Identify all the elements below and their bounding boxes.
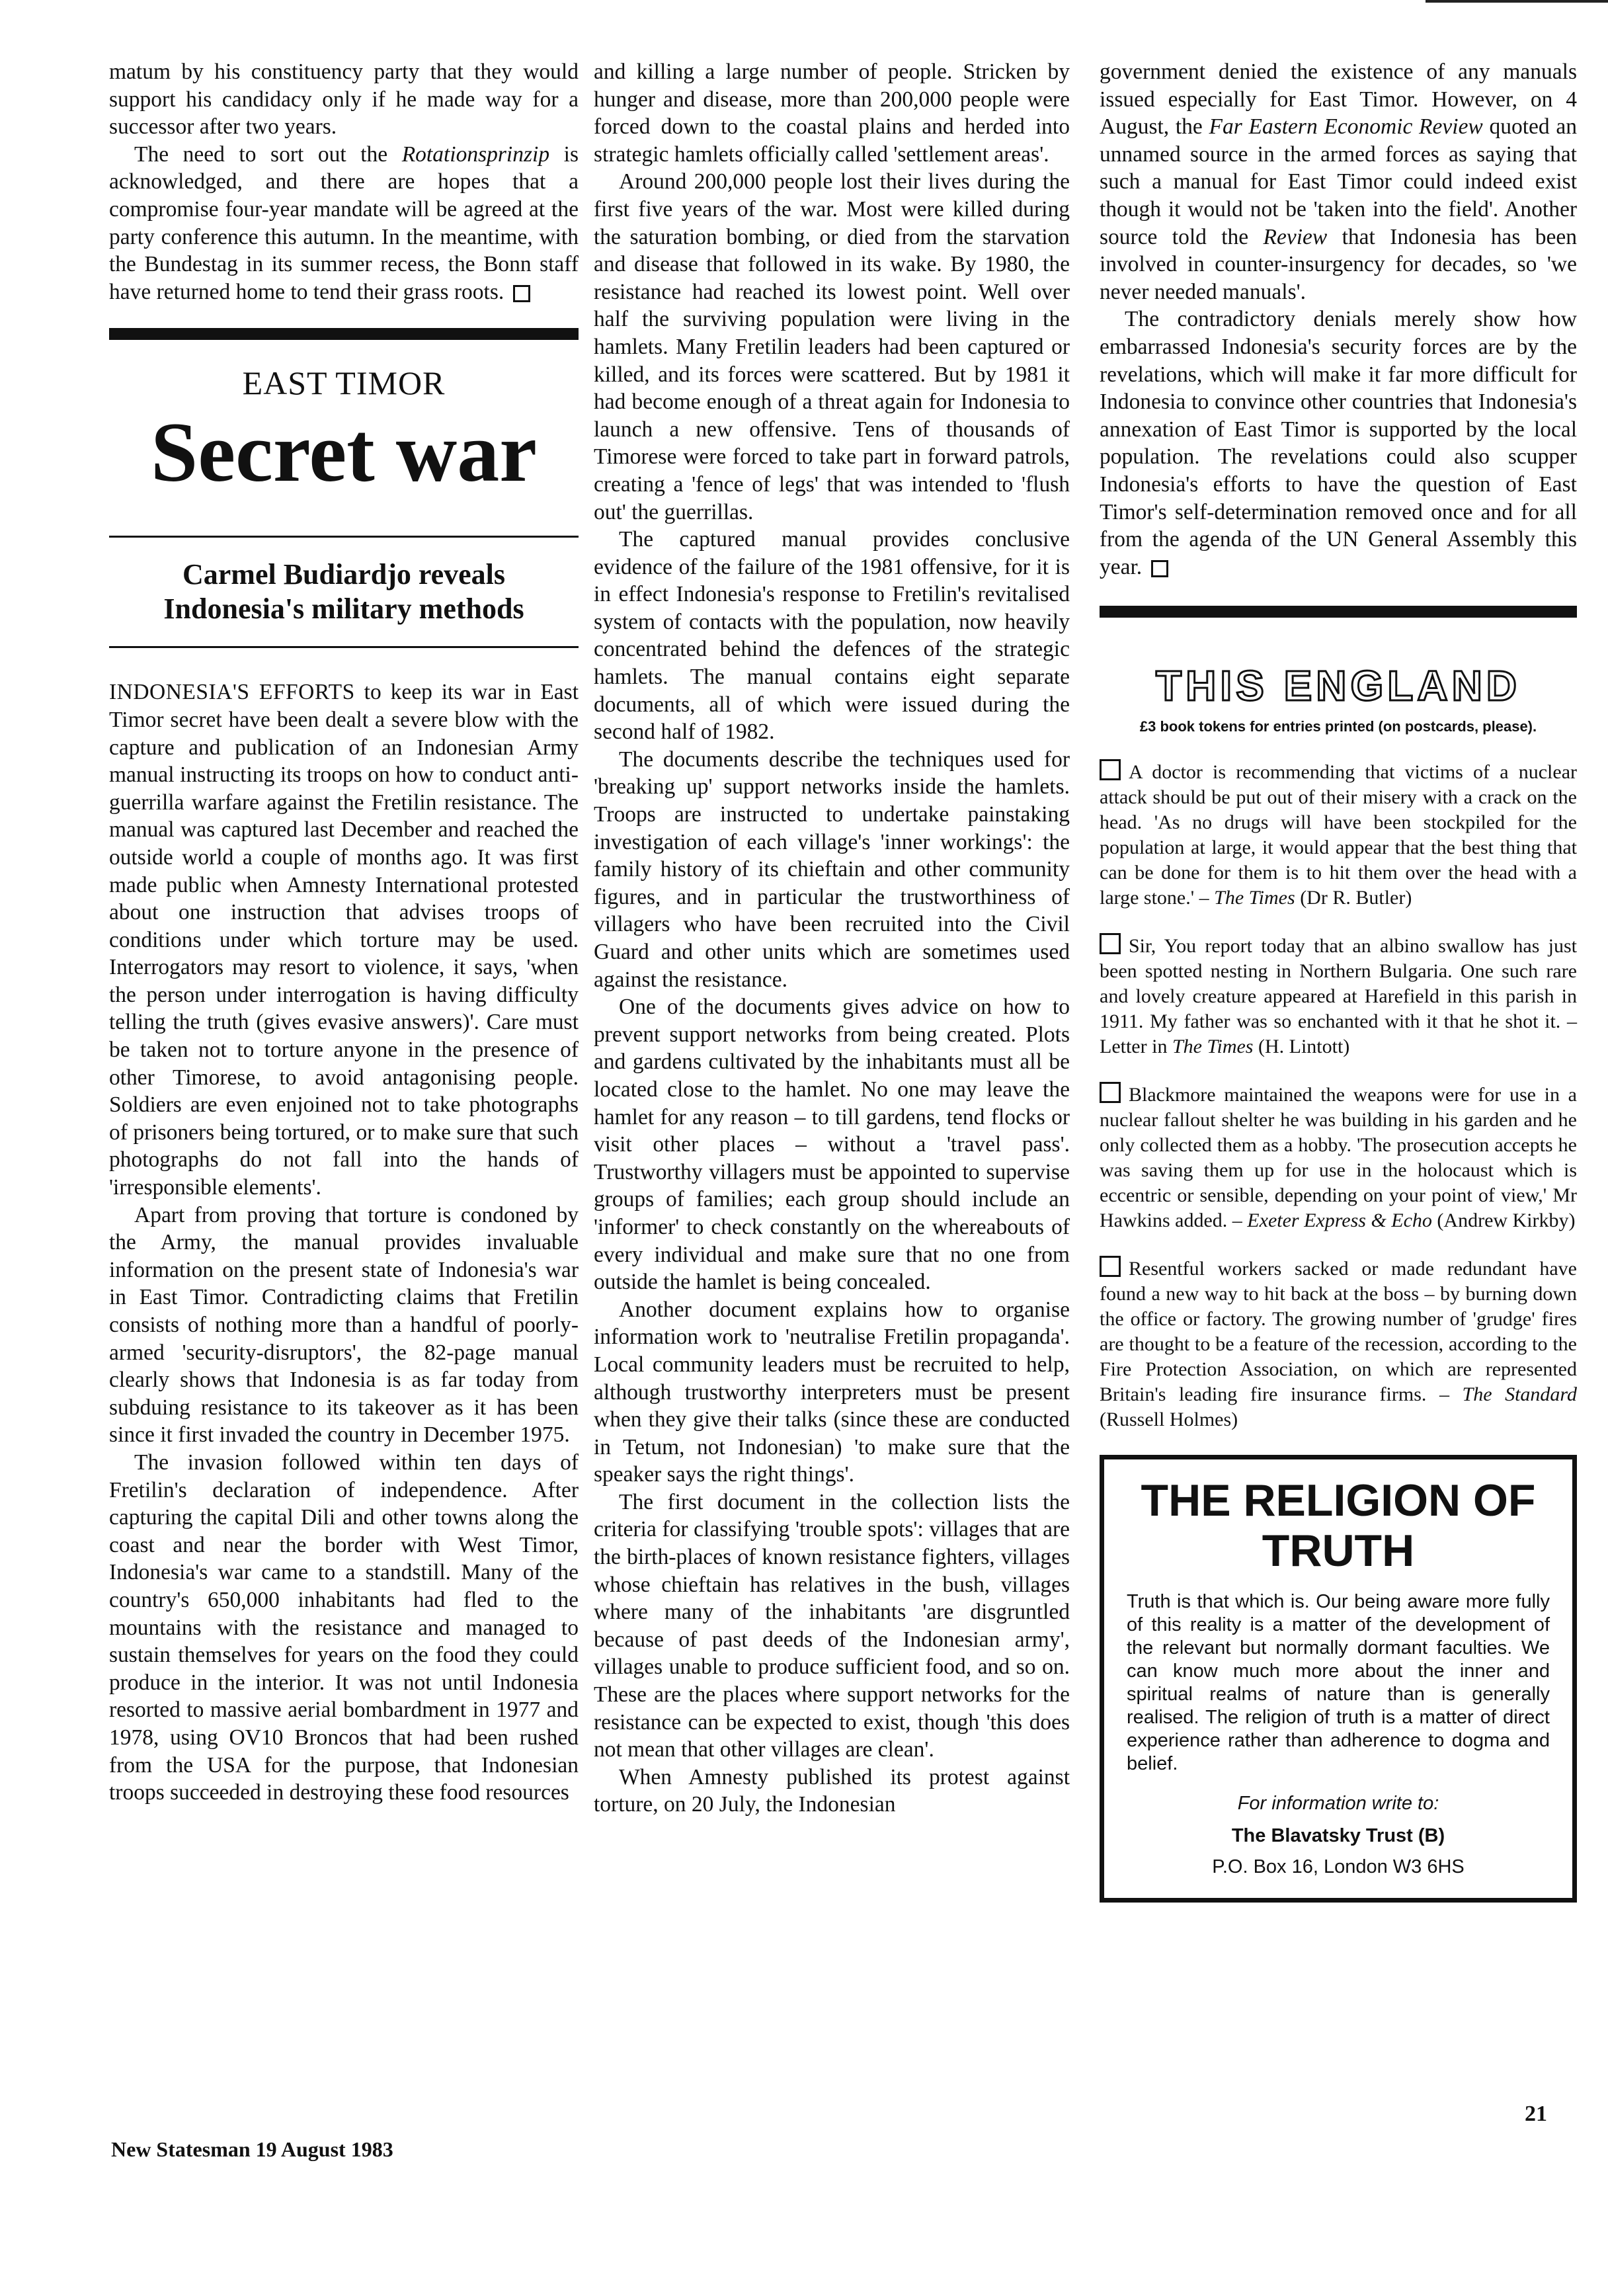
byline-rule-bottom xyxy=(109,646,579,648)
item-text: Sir, You report today that an albino swallow has just been spotted nesting in Northern Bulgaria. One such rare and lovely creature appeared at Harefield in this parish in 1911. My father was so enchanted with it that he shot it. – Letter in xyxy=(1100,935,1577,1058)
paragraph: Around 200,000 people lost their lives during the first five years of the war. Most were killed during the saturation bombing, or died from the starvation and disease that followed in its wake. By 1980, the resistance had reached its lowest point. Well over half the surviving population were living in the hamlets. Many Fretilin leaders had been captured or killed, and its forces were scattered. But by 1981 it had become enough of a threat again for Indonesia to launch a new offensive. Tens of thousands of Timorese were forced to take part in forward patrols, creating a 'fence of legs' that was intended to 'flush out' the guerrillas. xyxy=(594,169,1070,524)
lead-caps: INDONESIA'S EFFORTS xyxy=(109,680,355,705)
item-box-icon xyxy=(1100,759,1121,780)
end-of-article-box xyxy=(513,285,530,302)
advertisement-box xyxy=(1100,1455,1577,1903)
this-england-items xyxy=(1100,759,1577,1432)
item-text: A doctor is recommending that victims of a nuclear attack should be put out of their misery with a crack on the head. 'As no drugs will have been stockpiled for the population at large, it would appear that the best thing that can be done for them is to hit them over the head with a large stone.' – xyxy=(1100,761,1577,909)
this-england-item xyxy=(1100,1082,1577,1233)
top-edge-rule xyxy=(1426,0,1608,3)
item-source: The Standard xyxy=(1462,1383,1577,1406)
ad-body: Truth is that which is. Our being aware more fully of this reality is a matter of the development of the relevant but normally dormant faculties. We can know much more about the inner and spiritual realms of nature than is generally realised. The religion of truth is a matter of direct experience rather than adherence to dogma and belief. xyxy=(1127,1591,1550,1775)
italic-title: Review xyxy=(1263,224,1328,249)
ad-title: THE RELIGION OF TRUTH xyxy=(1141,1475,1536,1577)
continued-paragraph: matum by his constituency party that they would support his candidacy only if he made way for a successor after two years. xyxy=(109,60,579,140)
item-credit: (Andrew Kirkby) xyxy=(1431,1210,1576,1232)
section-rule xyxy=(109,328,579,340)
item-credit: (Dr R. Butler) xyxy=(1295,887,1412,909)
paragraph: The first document in the collection lists the criteria for classifying 'trouble spots': villages that are the birth-places of known resistance fighters, villages whose chieftain has relatives in the bush, villages where many of the inhabitants 'are disgruntled because of past deeds of the Indonesian army', villages unable to produce sufficient food, and so on. These are the places where support networks for the resistance can be expected to exist, though 'this does not mean that other villages are clean'. xyxy=(594,1489,1070,1762)
paragraph: Another document explains how to organise information work to 'neutralise Fretilin propaganda'. Local community leaders must be recruited to help, although trustworthy interpreters must be present when they give their talks (since these are conducted in Tetum, not Indonesian) 'to make sure that the speaker says the right things'. xyxy=(594,1297,1070,1487)
this-england-item xyxy=(1100,1256,1577,1432)
page-number: 21 xyxy=(1525,2102,1547,2126)
italic-title: Far Eastern Economic Review xyxy=(1209,114,1483,140)
text-run: that Indonesia has been involved in counter-insurgency for decades, so 'we never needed manuals'. xyxy=(1100,224,1577,304)
paragraph xyxy=(1100,306,1577,581)
text-run: to keep its war in East Timor secret have been dealt a severe blow with the capture and publication of an Indonesian Army manual instructing its troops on how to conduct anti-guerrilla warfare against the Fretilin resistance. The manual was captured last December and reached the outside world a couple of months ago. It was first made public when Amnesty International protested about one instruction that advises troops of conditions under which torture may be used. Interrogators may resort to violence, it says, 'when the person under interrogation is having difficulty telling the truth (gives evasive answers)'. Care must be taken not to torture anyone in the presence of other Timorese, to avoid antagonising people. Soldiers are even enjoined not to take photographs of prisoners being tortured, or to make sure that such photographs do not fall into the hands of 'irresponsible elements'. xyxy=(109,680,579,1200)
rotation-paragraph xyxy=(109,141,579,306)
byline: Carmel Budiardjo reveals Indonesia's military methods xyxy=(163,558,524,626)
column-2 xyxy=(594,58,1070,1819)
item-text: Resentful workers sacked or made redundant have found a new way to hit back at the boss – by burning down the office or factory. The growing number of 'grudge' fires are thought to be a feature of the recession, according to the Fire Protection Association, on which are represented Britain's leading fire insurance firms. – xyxy=(1100,1258,1577,1406)
this-england-heading: THIS ENGLAND xyxy=(1156,662,1521,710)
item-box-icon xyxy=(1100,933,1121,954)
byline-rule-top xyxy=(109,536,579,538)
paragraph: When Amnesty published its protest against torture, on 20 July, the Indonesian xyxy=(594,1764,1070,1817)
text-run: The contradictory denials merely show how embarrassed Indonesia's security forces are by the revelations, which will make it far more difficult for Indonesia to convince other countries that Indonesia's annexation of East Timor is supported by the local population. The revelations could also scupper Indonesia's efforts to have the question of East Timor's self-determination removed once and for all from the agenda of the UN General Assembly this year. xyxy=(1100,307,1577,579)
lead-paragraph xyxy=(109,678,579,1201)
item-credit: (Russell Holmes) xyxy=(1100,1409,1238,1431)
paragraph: and killing a large number of people. Stricken by hunger and disease, more than 200,000 people were forced down to the coastal plains and herded into strategic hamlets officially called 'settlement areas'. xyxy=(594,60,1070,167)
column-1 xyxy=(109,58,579,1807)
text-run: quoted an unnamed source in the armed forces as saying that such a manual for East Timor could indeed exist though it would not be 'taken into the field'. Another source told the xyxy=(1100,114,1577,249)
item-box-icon xyxy=(1100,1082,1121,1103)
item-source: The Times xyxy=(1214,887,1295,909)
end-of-article-box xyxy=(1151,560,1168,577)
italic-term: Rotationsprinzip xyxy=(401,142,550,167)
text-run: is acknowledged, and there are hopes that a compromise four-year mandate will be agreed at the party conference this autumn. In the meantime, with the Bundestag in its summer recess, the Bonn staff have returned home to tend their grass roots. xyxy=(109,142,579,304)
headline: Secret war xyxy=(151,405,537,500)
paragraph xyxy=(1100,58,1577,306)
publication-footer: New Statesman 19 August 1983 xyxy=(111,2137,393,2161)
this-england-subheading: £3 book tokens for entries printed (on postcards, please). xyxy=(1139,718,1537,735)
item-box-icon xyxy=(1100,1256,1121,1277)
ad-address: P.O. Box 16, London W3 6HS xyxy=(1212,1856,1465,1878)
paragraph: The invasion followed within ten days of Fretilin's declaration of independence. After capturing the capital Dili and other towns along the coast and near the border with West Timor, Indonesia's war came to a standstill. Many of the country's 650,000 inhabitants had fled to the mountains with the resistance and managed to sustain themselves for years on the food they could produce in the interior. It was not until Indonesia resorted to massive aerial bombardment in 1977 and 1978, using OV10 Broncos that had been rushed from the USA for the purpose, that Indonesian troops succeeded in destroying these food resources xyxy=(109,1450,579,1805)
section-rule xyxy=(1100,606,1577,618)
paragraph: One of the documents gives advice on how to prevent support networks from being created. Plots and gardens cultivated by the inhabitants must all be located close to the hamlet. No one may leave the hamlet for any reason – to till gardens, tend flocks or visit other places – without a 'travel pass'. Trustworthy villagers must be appointed to supervise groups of families; each group should include an 'informer' to check constantly on the whereabouts of every individual and make sure that no one from outside the hamlet is being concealed. xyxy=(594,995,1070,1295)
section-kicker: EAST TIMOR xyxy=(242,364,446,402)
ad-info: For information write to: xyxy=(1237,1793,1439,1815)
text-run: government denied the existence of any manuals issued especially for East Timor. However, on 4 August, the xyxy=(1100,60,1577,140)
item-source: The Times xyxy=(1172,1036,1254,1058)
this-england-item xyxy=(1100,759,1577,911)
text-run: The need to sort out the xyxy=(134,142,402,167)
ad-organisation: The Blavatsky Trust (B) xyxy=(1231,1825,1445,1847)
this-england-item xyxy=(1100,933,1577,1059)
paragraph: The documents describe the techniques used for 'breaking up' support networks inside the hamlets. Troops are instructed to undertake painstaking investigation of each village's 'inner workings': the family history of its chieftain and other community figures, and in particular the trustworthiness of villagers who have been recruited into the Civil Guard and other units which are sometimes used against the resistance. xyxy=(594,747,1070,992)
paragraph: Apart from proving that torture is condoned by the Army, the manual provides invaluable information on the present state of Indonesia's war in East Timor. Contradicting claims that Fretilin consists of nothing more than a handful of poorly-armed 'security-disruptors', the 82-page manual clearly shows that Indonesia is as far today from subduing resistance to its takeover as it has been since it first invaded the country in December 1975. xyxy=(109,1202,579,1448)
item-source: Exeter Express & Echo xyxy=(1247,1210,1432,1232)
item-text: Blackmore maintained the weapons were for use in a nuclear fallout shelter he was building in his garden and he only collected them as a hobby. 'The prosecution accepts he was saving them up for use in the holocaust which is eccentric or sensible, depending on your point of view,' Mr Hawkins added. – xyxy=(1100,1084,1577,1232)
column-3 xyxy=(1100,58,1577,1903)
paragraph: The captured manual provides conclusive evidence of the failure of the 1981 offensive, for it is in effect Indonesia's response to Fretilin's revitalised system of contacts with the population, now heavily concentrated behind the defences of the strategic hamlets. The manual contains eight separate documents, all of which were issued during the second half of 1982. xyxy=(594,527,1070,745)
item-credit: (H. Lintott) xyxy=(1253,1036,1350,1058)
